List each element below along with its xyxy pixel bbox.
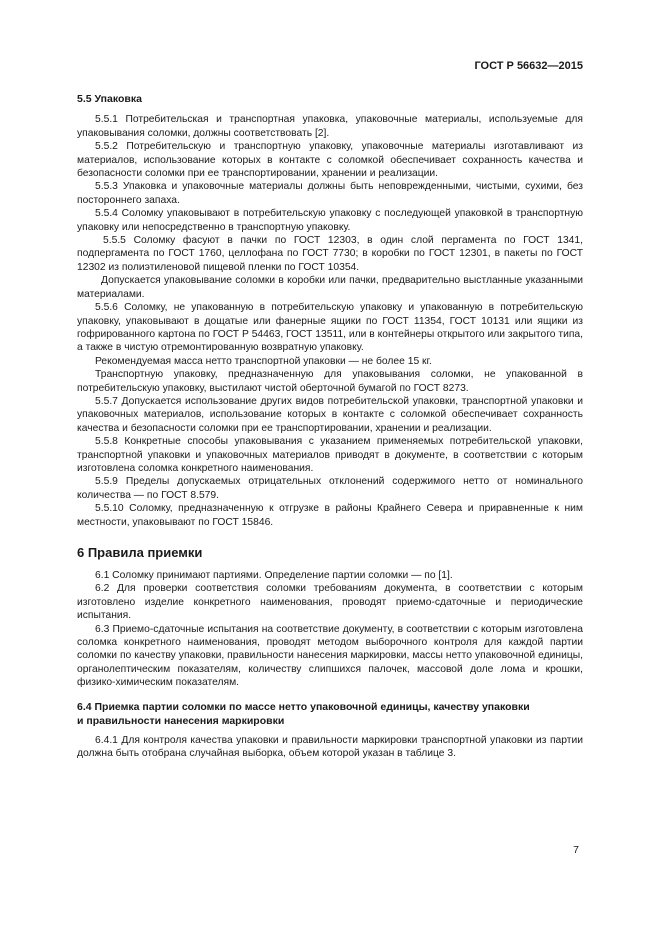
section-6-4-heading-line-1: 6.4 Приемка партии соломки по массе нетто упаковочной единицы, качеству упаковки <box>77 700 530 713</box>
paragraph-5-5-2: 5.5.2 Потребительскую и транспортную упаковку, упаковочные материалы изготавливают из материалов, использование которых в контакте с соломкой обеспечивает сохранность качества и безопасности соломки при ее транспортировании, хранении и реализации. <box>77 141 583 180</box>
paragraph-6-3: 6.3 Приемо-сдаточные испытания на соответствие документу, в соответствии с которым изготовлена соломка конкретного наименования, проводят методом выборочного контроля для каждой партии соломки по качеству упаковки, правильности нанесения маркировки, массы нетто упаковочной единицы, органолептическим показателям, количеству слипшихся палочек, массовой доле лома и крошки, физико-химическим показателям. <box>77 623 583 689</box>
paragraph-5-5-3: 5.5.3 Упаковка и упаковочные материалы должны быть неповрежденными, чистыми, сухими, без постороннего запаха. <box>77 181 583 206</box>
section-6-4-heading-line-2: и правильности нанесения маркировки <box>77 714 285 727</box>
paragraph-6-1: 6.1 Соломку принимают партиями. Определение партии соломки — по [1]. <box>95 570 453 581</box>
paragraph-transport-lining: Транспортную упаковку, предназначенную для упаковывания соломки, не упакованной в потребительскую упаковку, выстилают чистой оберточной бумагой по ГОСТ 8273. <box>77 369 583 394</box>
page-content <box>77 93 583 760</box>
section-6-4-heading <box>77 700 583 728</box>
paragraph-5-5-6: 5.5.6 Соломку, не упакованную в потребительскую упаковку и упакованную в потребительскую упаковку, упаковывают в дощатые или фанерные ящики по ГОСТ 11354, ГОСТ 10131 или ящики из гофрированного картона по ГОСТ Р 54463, ГОСТ 13511, или в контейнеры открытого или закрытого типа, а также в чистую отремонтированную возвратную упаковку. <box>77 302 583 354</box>
page-number: 7 <box>573 844 579 856</box>
paragraph-5-5-9: 5.5.9 Пределы допускаемых отрицательных отклонений содержимого нетто от номинального количества — по ГОСТ 8.579. <box>77 476 583 501</box>
paragraph-5-5-7: 5.5.7 Допускается использование других видов потребительской упаковки, транспортной упаковки и упаковочных материалов, использование которых в контакте с соломкой обеспечивает сохранность качества и безопасности соломки при ее транспортировании, хранении и реализации. <box>77 395 583 434</box>
paragraph-5-5-1: 5.5.1 Потребительская и транспортная упаковка, упаковочные материалы, используемые для упаковывания соломки, должны соответствовать [2]. <box>77 114 583 139</box>
paragraph-5-5-5: 5.5.5 Соломку фасуют в пачки по ГОСТ 12303, в один слой пергамента по ГОСТ 1341, подпергамента по ГОСТ 1760, целлофана по ГОСТ 7730; в коробки по ГОСТ 12301, в пакеты по ГОСТ 12302 из полиэтиленовой пищевой пленки по ГОСТ 10354. <box>77 235 583 273</box>
document-code: ГОСТ Р 56632—2015 <box>474 60 583 72</box>
paragraph-recommended-mass: Рекомендуемая масса нетто транспортной упаковки — не более 15 кг. <box>95 355 432 367</box>
paragraph-5-5-8: 5.5.8 Конкретные способы упаковывания с указанием применяемых потребительской упаковки, транспортной упаковки и упаковочных материалов приводят в документе, в соответствии с которым изготовлена соломка конкретного наименования. <box>77 436 583 474</box>
paragraph-6-2: 6.2 Для проверки соответствия соломки требованиям документа, в соответствии с которым изготовлено изделие конкретного наименования, проводят приемо-сдаточные и периодические испытания. <box>77 583 583 622</box>
section-6-heading: 6 Правила приемки <box>77 545 203 560</box>
paragraph-5-5-5-note: Допускается упаковывание соломки в коробки или пачки, предварительно выстланные указанными материалами. <box>77 275 583 300</box>
section-5-5-heading: 5.5 Упаковка <box>77 93 142 105</box>
paragraph-6-4-1: 6.4.1 Для контроля качества упаковки и правильности маркировки транспортной упаковки из партии должна быть отобрана случайная выборка, объем которой указан в таблице 3. <box>77 734 583 760</box>
paragraph-5-5-10: 5.5.10 Соломку, предназначенную к отгрузке в районы Крайнего Севера и приравненные к ним местности, упаковывают по ГОСТ 15846. <box>77 503 583 528</box>
paragraph-5-5-4: 5.5.4 Соломку упаковывают в потребительскую упаковку с последующей упаковкой в транспортную упаковку или непосредственно в транспортную упаковку. <box>77 208 583 233</box>
